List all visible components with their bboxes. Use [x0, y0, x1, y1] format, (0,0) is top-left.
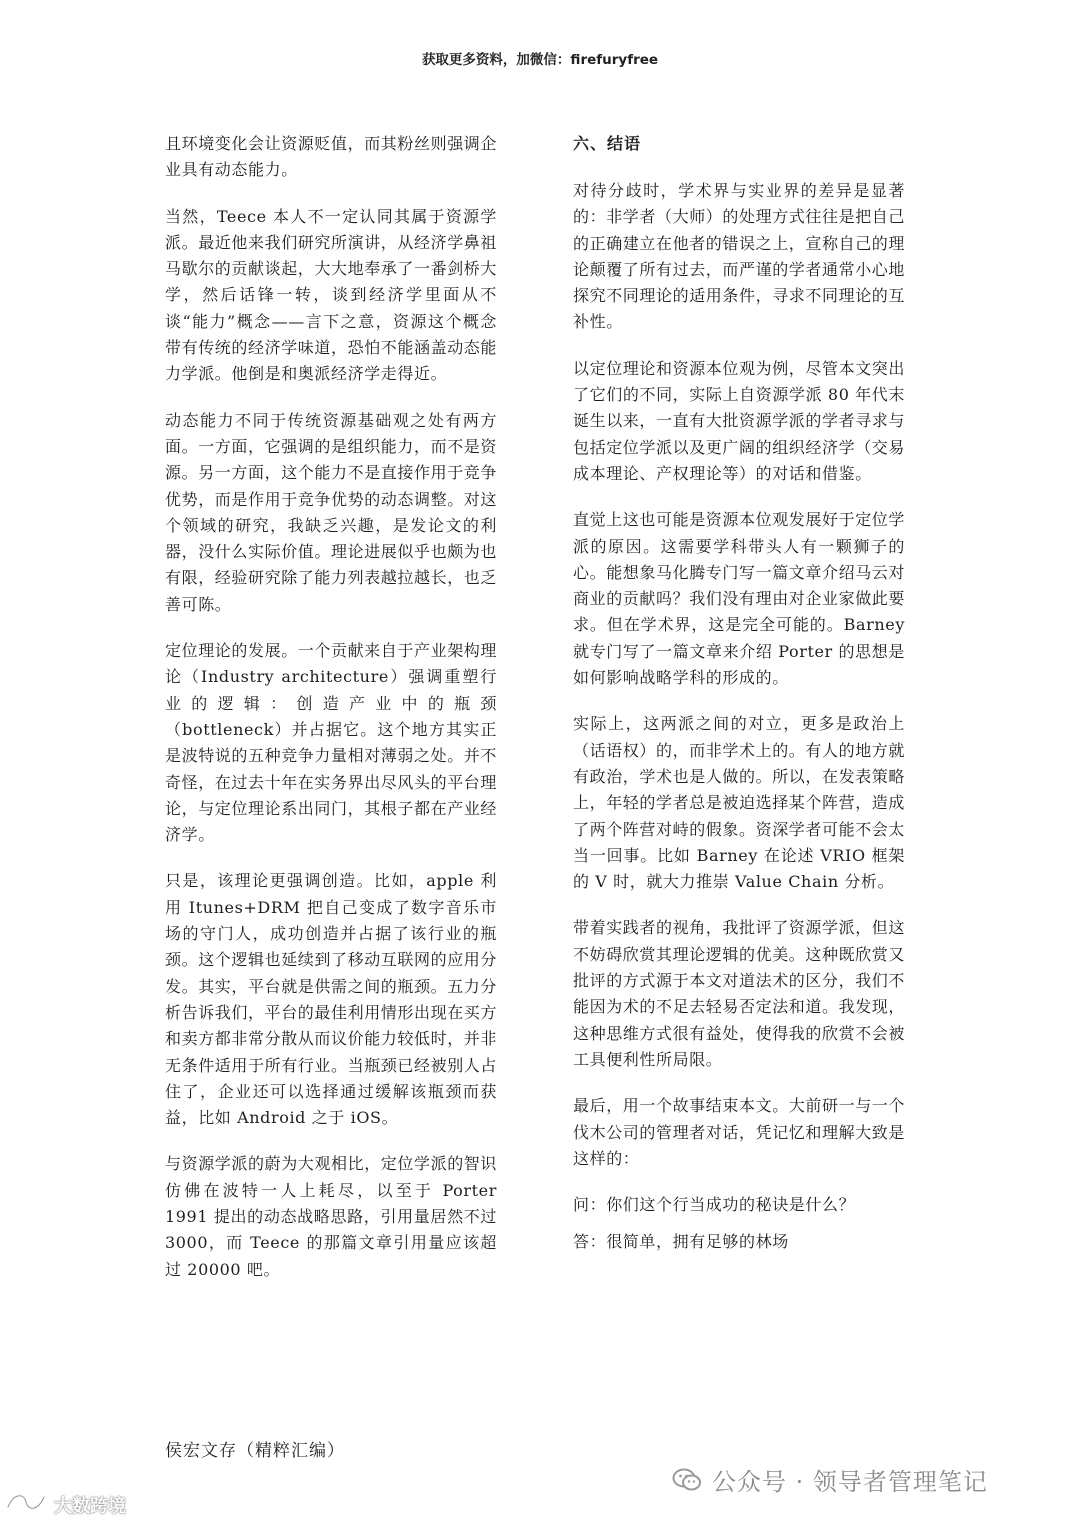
- watermark-text: 大数跨境: [54, 1495, 126, 1517]
- answer-line: 答：很简单，拥有足够的林场: [573, 1232, 789, 1252]
- paragraph: 与资源学派的蔚为大观相比，定位学派的智识仿佛在波特一人上耗尽，以至于 Porter 1991 提出的动态战略思路，引用量居然不过 3000，而 Teece 的那篇文章引用量应该超过 20000 吧。: [165, 1154, 498, 1279]
- wechat-icon: [672, 1467, 702, 1493]
- wechat-account-label: [672, 1462, 988, 1497]
- paragraph: 且环境变化会让资源贬值，而其粉丝则强调企业具有动态能力。: [165, 134, 498, 180]
- brand-logo-icon: [4, 1489, 48, 1520]
- paragraph: 直觉上这也可能是资源本位观发展好于定位学派的原因。这需要学科带头人有一颗狮子的心。能想象马化腾专门写一篇文章介绍马云对商业的贡献吗？我们没有理由对企业家做此要求。但在学术界，这是完全可能的。Barney 就专门写了一篇文章来介绍 Porter 的思想是如何影响战略学科的形成的。: [573, 510, 906, 688]
- paragraph: 定位理论的发展。一个贡献来自于产业架构理论（Industry architecture）强调重塑行业的逻辑：创造产业中的瓶颈（bottleneck）并占据它。这个地方其实正是波特说的五种竞争力量相对薄弱之处。并不奇怪，在过去十年在实务界出尽风头的平台理论，与定位理论系出同门，其根子都在产业经济学。: [165, 641, 498, 845]
- paragraph: 只是，该理论更强调创造。比如，apple 利用 Itunes+DRM 把自己变成了数字音乐市场的守门人，成功创造并占据了该行业的瓶颈。这个逻辑也延续到了移动互联网的应用分发。其实，平台就是供需之间的瓶颈。五力分析告诉我们，平台的最佳利用情形出现在买方和卖方都非常分散从而议价能力较低时，并非无条件适用于所有行业。当瓶颈已经被别人占住了，企业还可以选择通过缓解该瓶颈而获益，比如 Android 之于 iOS。: [165, 871, 498, 1128]
- paragraph: 实际上，这两派之间的对立，更多是政治上（话语权）的，而非学术上的。有人的地方就有政治，学术也是人做的。所以，在发表策略上，年轻的学者总是被迫选择某个阵营，造成了两个阵营对峙的假象。资深学者可能不会太当一回事。比如 Barney 在论述 VRIO 框架的 V 时，就大力推崇 Value Chain 分析。: [573, 714, 906, 892]
- page-header: 获取更多资料，加微信：firefuryfree: [421, 52, 659, 68]
- watermark: [4, 1489, 126, 1520]
- wechat-account-text: 公众号 · 领导者管理笔记: [712, 1468, 988, 1496]
- section-heading: 六、结语: [573, 134, 642, 153]
- right-column: [573, 131, 905, 1267]
- book-title: 侯宏文存（精粹汇编）: [165, 1441, 345, 1461]
- paragraph: 当然，Teece 本人不一定认同其属于资源学派。最近他来我们研究所演讲，从经济学鼻祖马歇尔的贡献谈起，大大地奉承了一番剑桥大学，然后话锋一转，谈到经济学里面从不谈“能力”概念——言下之意，资源这个概念带有传统的经济学味道，恐怕不能涵盖动态能力学派。他倒是和奥派经济学走得近。: [165, 206, 498, 384]
- paragraph: 对待分歧时，学术界与实业界的差异是显著的：非学者（大师）的处理方式往往是把自己的正确建立在他者的错误之上，宣称自己的理论颠覆了所有过去，而严谨的学者通常小心地探究不同理论的适用条件，寻求不同理论的互补性。: [573, 181, 906, 332]
- paragraph: 动态能力不同于传统资源基础观之处有两方面。一方面，它强调的是组织能力，而不是资源。另一方面，这个能力不是直接作用于竞争优势，而是作用于竞争优势的动态调整。对这个领域的研究，我缺乏兴趣，是发论文的利器，没什么实际价值。理论进展似乎也颇为也有限，经验研究除了能力列表越拉越长，也乏善可陈。: [165, 410, 498, 614]
- paragraph: 最后，用一个故事结束本文。大前研一与一个伐木公司的管理者对话，凭记忆和理解大致是这样的：: [573, 1096, 906, 1168]
- left-column: [165, 131, 497, 1303]
- paragraph: 以定位理论和资源本位观为例，尽管本文突出了它们的不同，实际上自资源学派 80 年代末诞生以来，一直有大批资源学派的学者寻求与包括定位学派以及更广阔的组织经济学（交易成本理论、产权理论等）的对话和借鉴。: [573, 358, 906, 483]
- paragraph: 带着实践者的视角，我批评了资源学派，但这不妨碍欣赏其理论逻辑的优美。这种既欣赏又批评的方式源于本文对道法术的区分，我们不能因为术的不足去轻易否定法和道。我发现，这种思维方式很有益处，使得我的欣赏不会被工具便利性所局限。: [573, 918, 906, 1069]
- question-line: 问：你们这个行当成功的秘诀是什么？: [573, 1195, 856, 1215]
